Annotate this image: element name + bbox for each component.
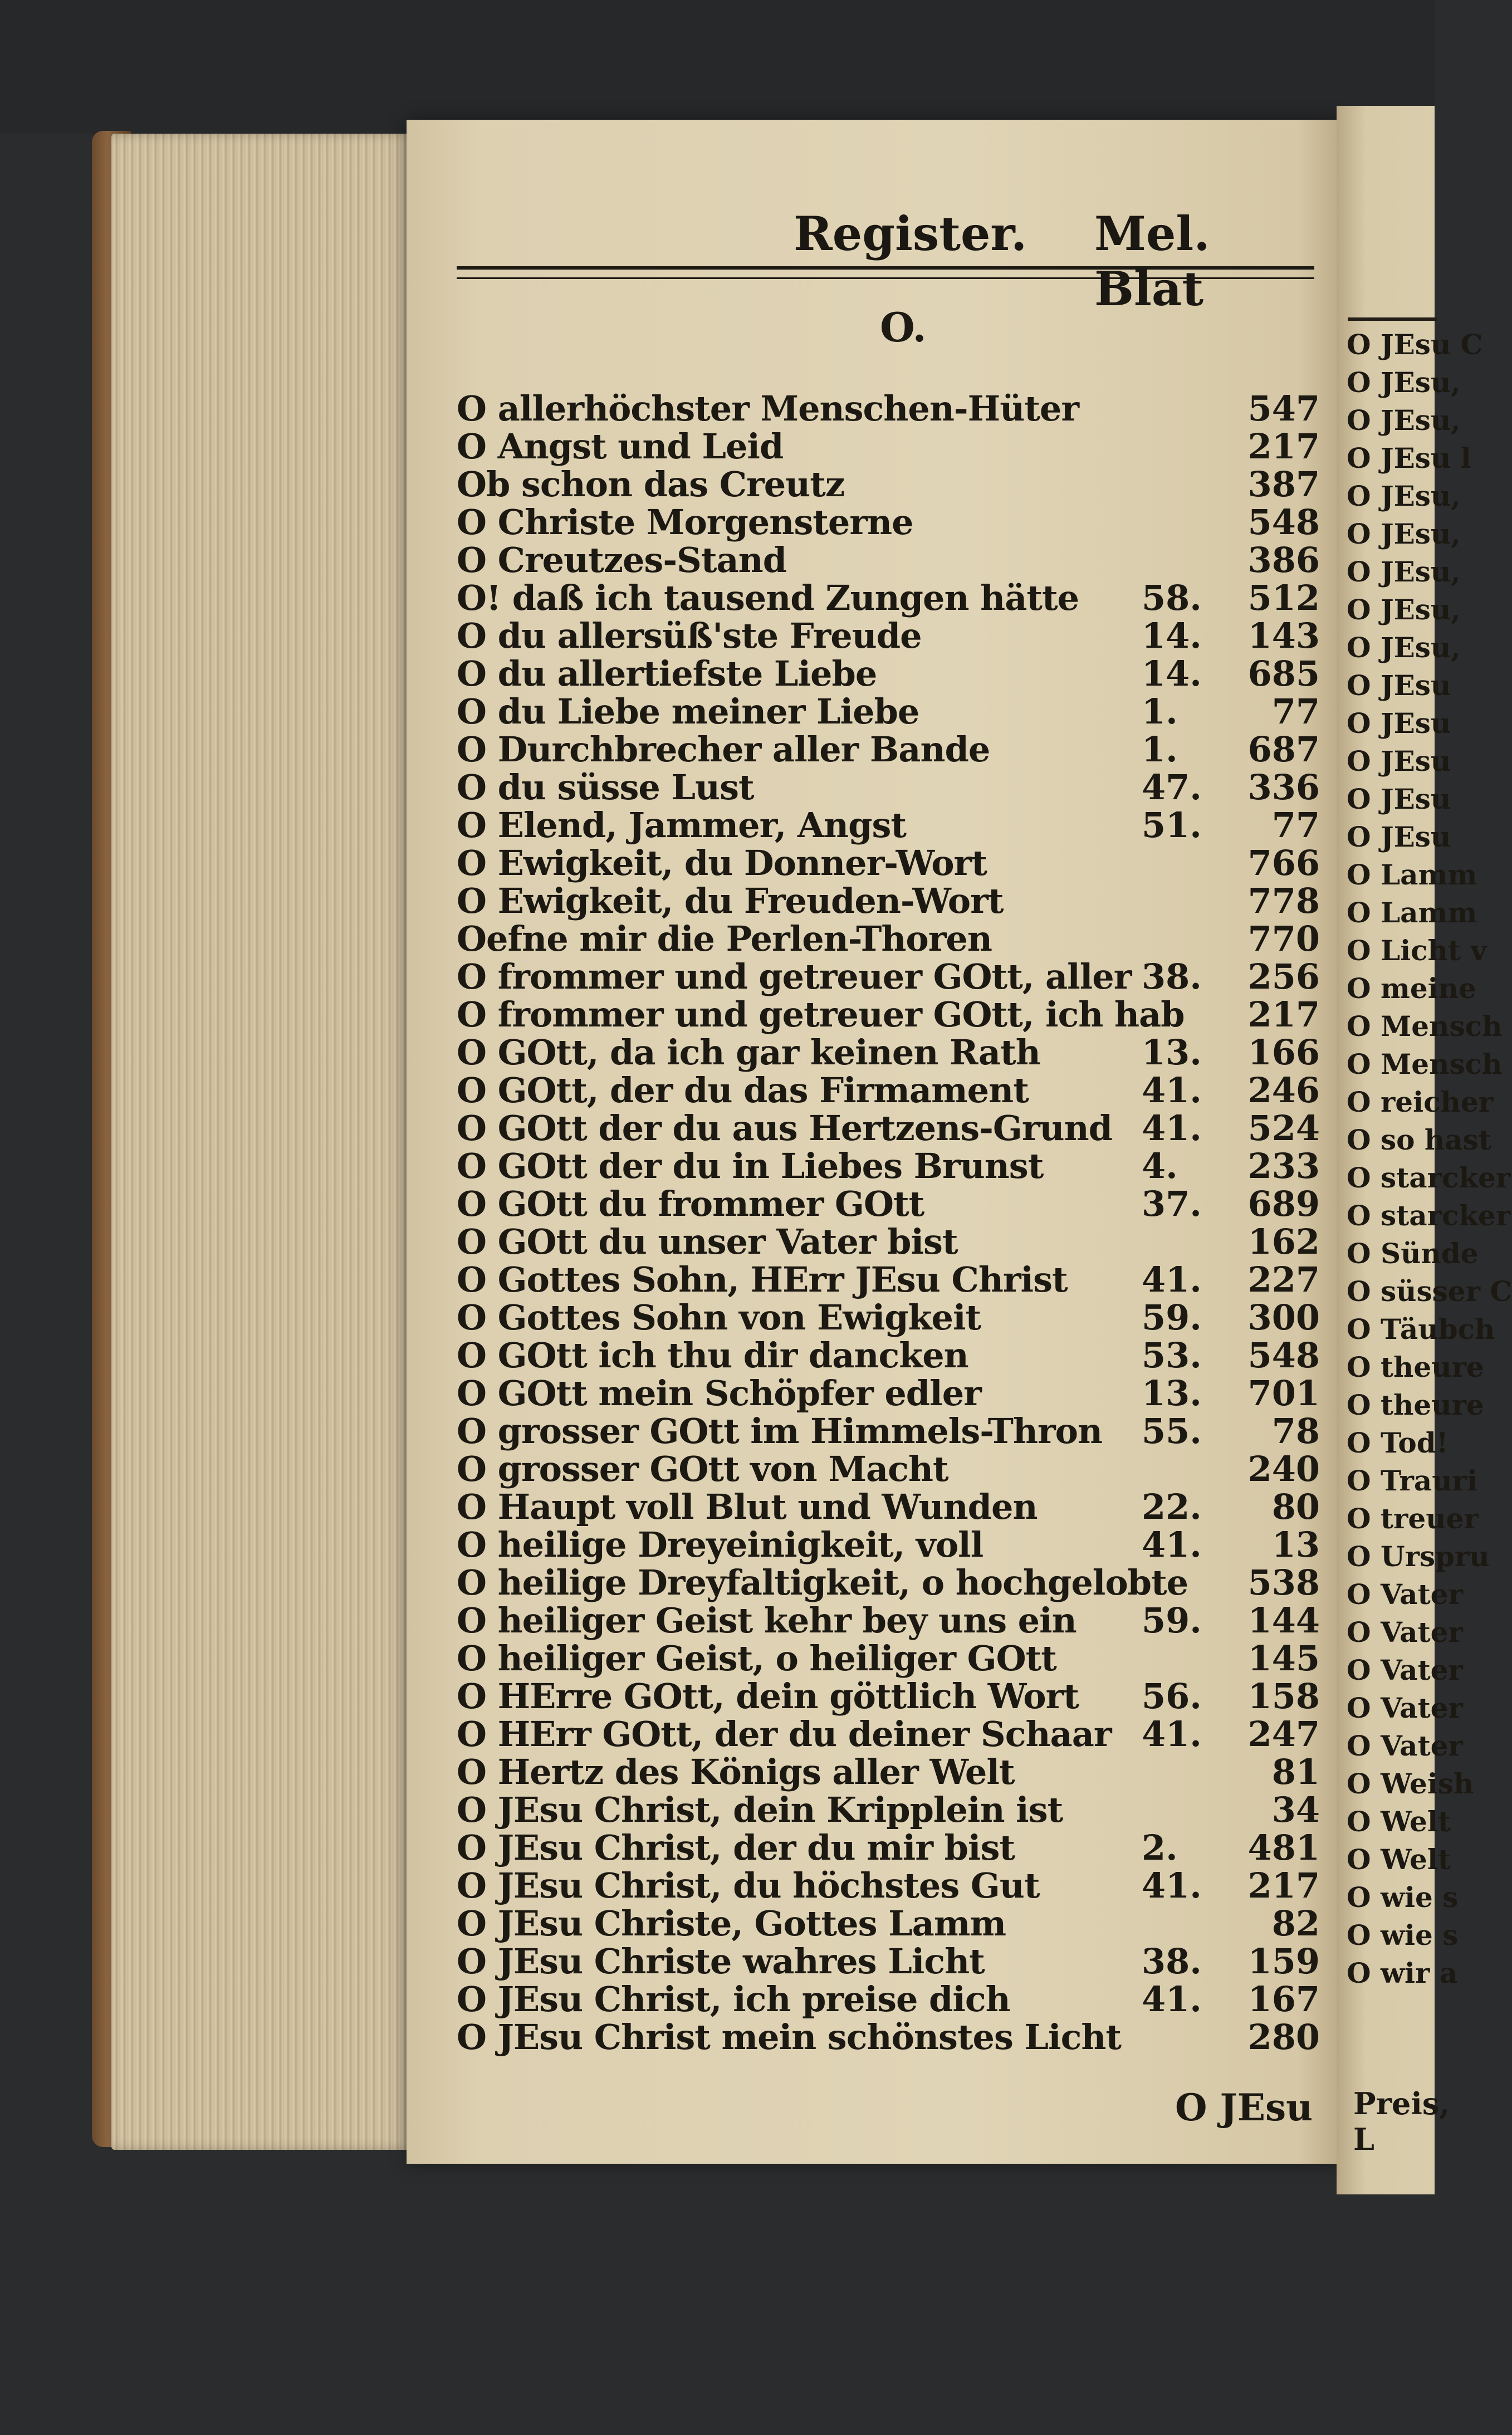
catchword: O JEsu [1175,2086,1313,2129]
entry-page-number: 766 [1247,843,1320,883]
register-entry [457,1981,1325,2018]
next-page-entry: O JEsu l [1347,442,1471,475]
entry-title: O Gottes Sohn, HErr JEsu Christ [457,1259,1068,1300]
next-page-entry: O Lamm [1347,896,1477,929]
entry-title: O GOtt mein Schöpfer edler [457,1373,981,1414]
register-entry [457,1072,1325,1109]
register-entry [457,1943,1325,1981]
register-entry [457,1715,1325,1753]
next-page-entry: O JEsu, [1347,555,1461,588]
entry-page-number: 143 [1247,615,1320,656]
entry-melody: 2. [1142,1827,1178,1868]
entry-page-number: 481 [1247,1827,1320,1868]
entry-page-number: 689 [1247,1184,1320,1224]
register-entry [457,1867,1325,1905]
entry-melody: 38. [1142,956,1202,997]
entry-title: Ob schon das Creutz [457,464,845,505]
header-mel-blat: Mel. Blat [1094,206,1210,316]
register-entry [457,541,1325,579]
entry-melody: 41. [1142,1070,1202,1111]
next-page-entry: O Urspru [1347,1540,1490,1573]
entry-melody: 22. [1142,1487,1202,1527]
entry-title: O Ewigkeit, du Freuden-Wort [457,881,1004,921]
next-page-entry: O Vater [1347,1729,1463,1762]
next-page-entry: O Täubch [1347,1313,1495,1346]
entry-page-number: 77 [1271,805,1320,845]
register-entry [457,1337,1325,1375]
next-page-entry: O JEsu, [1347,631,1461,664]
next-page-entry: O süsser C [1347,1275,1512,1308]
entry-title: O heilige Dreyeinigkeit, voll [457,1524,983,1565]
next-page-entry: O starcker [1347,1199,1511,1232]
register-entry [457,806,1325,844]
entry-page-number: 233 [1247,1146,1320,1186]
entry-page-number: 144 [1247,1600,1320,1641]
next-page-entry: O reicher [1347,1086,1494,1118]
register-entry [457,428,1325,466]
entry-melody: 56. [1142,1676,1202,1717]
register-entry [457,655,1325,693]
entry-title: O HErre GOtt, dein göttlich Wort [457,1676,1079,1717]
next-page-entry: O Welt [1347,1805,1451,1838]
next-page-entry: O JEsu, [1347,593,1461,626]
entry-page-number: 158 [1247,1676,1320,1717]
entry-page-number: 548 [1247,1335,1320,1376]
entry-page-number: 386 [1247,540,1320,580]
entry-page-number: 227 [1247,1259,1320,1300]
entry-page-number: 34 [1271,1789,1320,1830]
next-page-entry: O theure [1347,1388,1484,1421]
entry-page-number: 80 [1271,1487,1320,1527]
next-page-entry: O Tod! [1347,1426,1449,1459]
entry-title: O Angst und Leid [457,426,784,467]
entry-melody: 13. [1142,1373,1202,1414]
entry-title: O Elend, Jammer, Angst [457,805,907,845]
entry-title: Oefne mir die Perlen-Thoren [457,918,992,959]
next-page-entry: O Mensch [1347,1048,1503,1080]
register-entry [457,731,1325,769]
entry-title: O heilige Dreyfaltigkeit, o hochgelobte [457,1562,1188,1603]
entry-page-number: 145 [1247,1638,1320,1679]
entry-title: O grosser GOtt im Himmels-Thron [457,1411,1103,1451]
backdrop [0,0,1435,134]
register-entry [457,1640,1325,1678]
next-page-entry: O Lamm [1347,858,1477,891]
entry-melody: 41. [1142,1524,1202,1565]
entry-melody: 1. [1142,691,1178,732]
entry-melody: 14. [1142,615,1202,656]
section-letter: O. [880,304,927,351]
entry-page-number: 524 [1247,1108,1320,1148]
register-entry [457,1034,1325,1072]
entry-melody: 13. [1142,1032,1202,1073]
entry-title: O heiliger Geist kehr bey uns ein [457,1600,1076,1641]
entry-page-number: 166 [1247,1032,1320,1073]
entry-melody: 41. [1142,1979,1202,2020]
entry-title: O GOtt ich thu dir dancken [457,1335,968,1376]
next-page-entry: O treuer [1347,1502,1479,1535]
entry-title: O du Liebe meiner Liebe [457,691,919,732]
entry-melody: 47. [1142,767,1202,808]
next-page-entry: O wir a [1347,1957,1458,1989]
next-page-entry: O JEsu [1347,669,1451,702]
entry-title: O heiliger Geist, o heiliger GOtt [457,1638,1056,1679]
entry-title: O Haupt voll Blut und Wunden [457,1487,1038,1527]
next-page-entry: O JEsu, [1347,480,1461,512]
entry-title: O du allertiefste Liebe [457,653,877,694]
entry-melody: 4. [1142,1146,1178,1186]
next-page-entry: O JEsu, [1347,517,1461,550]
entry-page-number: 538 [1247,1562,1320,1603]
next-page-entries [1347,326,1512,1992]
entry-title: O JEsu Christe, Gottes Lamm [457,1903,1006,1944]
entry-page-number: 256 [1247,956,1320,997]
entry-title: O GOtt der du aus Hertzens-Grund [457,1108,1113,1148]
entry-title: O GOtt du frommer GOtt [457,1184,924,1224]
next-page-rule [1348,317,1437,321]
register-entry [457,1526,1325,1564]
entry-page-number: 548 [1247,502,1320,542]
next-page-entry: O JEsu [1347,820,1451,853]
register-entry [457,1905,1325,1943]
entry-page-number: 77 [1271,691,1320,732]
entry-melody: 38. [1142,1941,1202,1982]
entry-title: O JEsu Christ mein schönstes Licht [457,2017,1122,2057]
entry-title: O du süsse Lust [457,767,754,808]
entry-title: O allerhöchster Menschen-Hüter [457,388,1079,429]
entry-title: O Gottes Sohn von Ewigkeit [457,1297,981,1338]
entry-page-number: 217 [1247,426,1320,467]
entry-title: O JEsu Christ, du höchstes Gut [457,1865,1040,1906]
entry-title: O Hertz des Königs aller Welt [457,1752,1015,1792]
register-entry [457,503,1325,541]
register-entries [457,390,1325,2056]
next-page-entry: O Trauri [1347,1464,1477,1497]
register-entry [457,390,1325,428]
register-entry [457,1261,1325,1299]
entry-page-number: 770 [1247,918,1320,959]
entry-title: O GOtt, da ich gar keinen Rath [457,1032,1040,1073]
next-page-entry: O Mensch [1347,1010,1503,1043]
entry-melody: 41. [1142,1108,1202,1148]
header-title: Register. [794,206,1027,261]
entry-title: O du allersüß'ste Freude [457,615,922,656]
entry-page-number: 701 [1247,1373,1320,1414]
entry-page-number: 685 [1247,653,1320,694]
entry-page-number: 78 [1271,1411,1320,1451]
next-page-entry: O Weish [1347,1767,1474,1800]
entry-page-number: 217 [1247,1865,1320,1906]
entry-page-number: 159 [1247,1941,1320,1982]
register-entry [457,1791,1325,1829]
entry-page-number: 512 [1247,578,1320,618]
next-page-entry: O meine [1347,972,1476,1005]
register-entry [457,958,1325,996]
entry-page-number: 81 [1271,1752,1320,1792]
entry-title: O JEsu Christe wahres Licht [457,1941,985,1982]
register-entry [457,1185,1325,1223]
entry-title: O Creutzes-Stand [457,540,787,580]
entry-title: O Durchbrecher aller Bande [457,729,990,770]
next-page-entry: O starcker [1347,1161,1511,1194]
entry-page-number: 247 [1247,1714,1320,1754]
register-entry [457,882,1325,920]
entry-title: O grosser GOtt von Macht [457,1449,948,1489]
entry-melody: 41. [1142,1259,1202,1300]
register-entry [457,1375,1325,1412]
next-page-entry: O Vater [1347,1654,1463,1686]
register-entry [457,617,1325,655]
entry-title: O! daß ich tausend Zungen hätte [457,578,1079,618]
next-page-entry: O wie s [1347,1919,1459,1952]
register-entry [457,1564,1325,1602]
next-page-entry: O JEsu [1347,707,1451,740]
entry-melody: 1. [1142,729,1178,770]
entry-title: O JEsu Christ, ich preise dich [457,1979,1010,2020]
entry-melody: 58. [1142,578,1202,618]
register-entry [457,1829,1325,1867]
next-page-entry: O JEsu, [1347,404,1461,437]
next-page-catchword: Preis, L [1353,2086,1450,2157]
next-page-entry: O Licht v [1347,934,1487,967]
entry-page-number: 82 [1271,1903,1320,1944]
register-entry [457,466,1325,503]
entry-page-number: 217 [1247,994,1320,1035]
entry-page-number: 687 [1247,729,1320,770]
entry-title: O GOtt du unser Vater bist [457,1221,958,1262]
next-page-entry: O JEsu [1347,783,1451,815]
entry-melody: 59. [1142,1297,1202,1338]
page-block-edges [111,134,412,2150]
entry-page-number: 240 [1247,1449,1320,1489]
entry-page-number: 387 [1247,464,1320,505]
entry-melody: 37. [1142,1184,1202,1224]
next-page-entry: O Sünde [1347,1237,1479,1270]
next-page-entry: O JEsu [1347,745,1451,778]
register-entry [457,1147,1325,1185]
register-entry [457,693,1325,731]
entry-melody: 51. [1142,805,1202,845]
next-page-entry: O Welt [1347,1843,1451,1876]
entry-title: O GOtt der du in Liebes Brunst [457,1146,1044,1186]
entry-title: O GOtt, der du das Firmament [457,1070,1029,1111]
register-entry [457,769,1325,806]
entry-title: O JEsu Christ, der du mir bist [457,1827,1015,1868]
entry-melody: 41. [1142,1865,1202,1906]
next-page-entry: O so hast [1347,1123,1491,1156]
register-entry [457,920,1325,958]
next-page-entry: O wie s [1347,1881,1459,1914]
entry-melody: 53. [1142,1335,1202,1376]
next-page-entry: O JEsu, [1347,366,1461,399]
entry-title: O Ewigkeit, du Donner-Wort [457,843,987,883]
entry-page-number: 13 [1271,1524,1320,1565]
next-page-entry: O Vater [1347,1616,1463,1649]
entry-melody: 14. [1142,653,1202,694]
entry-title: O Christe Morgensterne [457,502,913,542]
entry-page-number: 246 [1247,1070,1320,1111]
register-entry [457,2018,1325,2056]
entry-title: O JEsu Christ, dein Kripplein ist [457,1789,1063,1830]
entry-page-number: 300 [1247,1297,1320,1338]
next-page-entry: O JEsu C [1347,328,1483,361]
entry-page-number: 162 [1247,1221,1320,1262]
register-entry [457,844,1325,882]
register-entry [457,1488,1325,1526]
next-page-entry: O theure [1347,1351,1484,1383]
register-entry [457,1450,1325,1488]
entry-melody: 41. [1142,1714,1202,1754]
next-page-entry: O Vater [1347,1691,1463,1724]
register-entry [457,1602,1325,1640]
entry-melody: 59. [1142,1600,1202,1641]
register-entry [457,1109,1325,1147]
register-entry [457,1753,1325,1791]
header-rule [457,266,1314,279]
register-entry [457,996,1325,1034]
next-page-fragment [1337,106,1512,2194]
register-entry [457,579,1325,617]
register-entry [457,1223,1325,1261]
register-entry [457,1412,1325,1450]
entry-page-number: 280 [1247,2017,1320,2057]
entry-page-number: 778 [1247,881,1320,921]
entry-title: O HErr GOtt, der du deiner Schaar [457,1714,1112,1754]
entry-page-number: 167 [1247,1979,1320,2020]
entry-page-number: 547 [1247,388,1320,429]
register-entry [457,1678,1325,1715]
entry-page-number: 336 [1247,767,1320,808]
register-entry [457,1299,1325,1337]
next-page-entry: O Vater [1347,1578,1463,1611]
entry-title: O frommer und getreuer GOtt, aller [457,956,1132,997]
page-header [794,206,1317,316]
entry-title: O frommer und getreuer GOtt, ich hab [457,994,1185,1035]
entry-melody: 55. [1142,1411,1202,1451]
